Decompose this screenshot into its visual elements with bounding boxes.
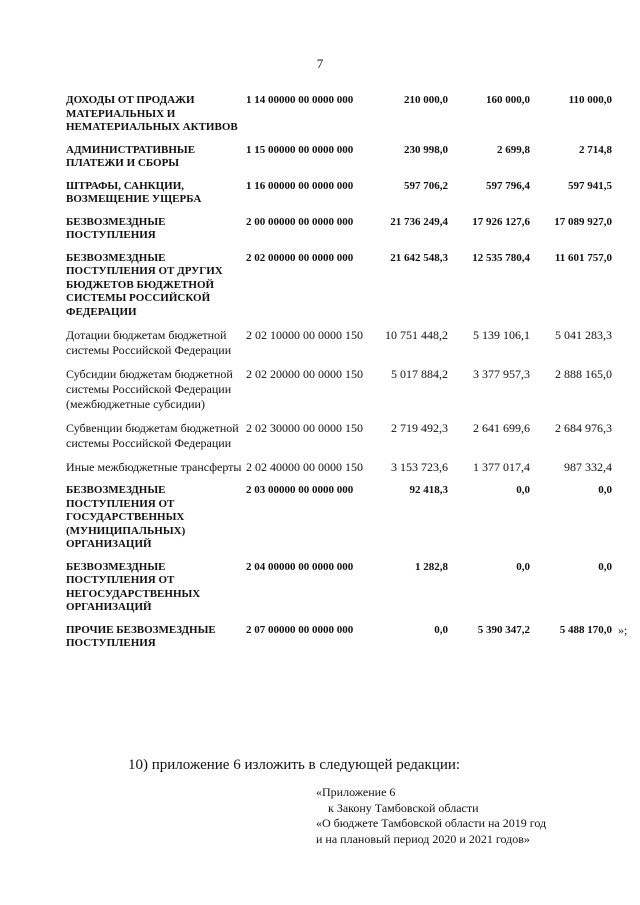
row-value-2020: 5 390 347,2 (477, 623, 530, 636)
row-code: 1 16 00000 00 0000 000 (246, 179, 354, 192)
table-row (66, 624, 612, 660)
row-value-2019: 2 719 492,3 (391, 421, 448, 435)
row-value-2021: 0,0 (598, 484, 612, 496)
row-value-2021: 5 041 283,3 (555, 328, 612, 342)
table-row (66, 252, 612, 329)
row-name: БЕЗВОЗМЕЗДНЫЕ ПОСТУПЛЕНИЯ ОТ ГОСУДАРСТВЕННЫХ (МУНИЦИПАЛЬНЫХ) ОРГАНИЗАЦИЙ (66, 484, 186, 550)
row-value-2020: 0,0 (516, 560, 530, 573)
row-value-2021: 987 332,4 (564, 460, 612, 474)
row-code: 2 02 40000 00 0000 150 (246, 460, 363, 474)
row-value-2021: 597 941,5 (568, 179, 612, 192)
row-value-2021: 11 601 757,0 (554, 251, 612, 264)
appendix-line-4: и на плановый период 2020 и 2021 годов» (316, 831, 530, 846)
revenue-table (66, 94, 628, 660)
row-name: Субсидии бюджетам бюджетной системы Российской Федерации (межбюджетные субсидии) (66, 367, 233, 411)
row-value-2020: 2 699,8 (497, 143, 530, 156)
row-code: 1 15 00000 00 0000 000 (246, 143, 354, 156)
row-value-2019: 10 751 448,2 (385, 328, 448, 342)
row-value-2020: 597 796,4 (486, 179, 530, 192)
row-name: Субвенции бюджетам бюджетной системы Российской Федерации (66, 421, 239, 450)
row-value-2020: 17 926 127,6 (472, 215, 530, 228)
row-name: ДОХОДЫ ОТ ПРОДАЖИ МАТЕРИАЛЬНЫХ И НЕМАТЕРИАЛЬНЫХ АКТИВОВ (66, 94, 238, 133)
table-row (66, 180, 612, 216)
row-value-2021: 2 714,8 (579, 143, 612, 156)
closing-quote-mark: »; (618, 622, 628, 637)
table-row (66, 216, 612, 252)
appendix-heading (316, 785, 546, 847)
row-value-2020: 3 377 957,3 (473, 367, 530, 381)
row-value-2019: 92 418,3 (409, 484, 448, 496)
item-10-paragraph: 10) приложение 6 изложить в следующей редакции: (128, 757, 461, 773)
row-name: БЕЗВОЗМЕЗДНЫЕ ПОСТУПЛЕНИЯ (66, 215, 166, 241)
row-value-2021: 5 488 170,0 »; (559, 622, 628, 637)
row-value-2019: 597 706,2 (404, 179, 448, 192)
row-name: ШТРАФЫ, САНКЦИИ, ВОЗМЕЩЕНИЕ УЩЕРБА (66, 179, 202, 205)
row-value-2020: 2 641 699,6 (473, 421, 530, 435)
row-value-2019: 5 017 884,2 (391, 367, 448, 381)
row-name: Иные межбюджетные трансферты (66, 460, 242, 474)
row-value-2020: 5 139 106,1 (473, 328, 530, 342)
row-code: 2 07 00000 00 0000 000 (246, 623, 354, 636)
appendix-line-2: к Закону Тамбовской области (328, 800, 479, 815)
row-value-2021: 110 000,0 (568, 94, 612, 106)
row-code: 2 02 10000 00 0000 150 (246, 328, 363, 342)
row-code: 2 02 00000 00 0000 000 (246, 251, 354, 264)
table-row (66, 484, 612, 561)
appendix-line-1: «Приложение 6 (316, 785, 396, 799)
row-code: 2 03 00000 00 0000 000 (246, 484, 354, 496)
row-name: ПРОЧИЕ БЕЗВОЗМЕЗДНЫЕ ПОСТУПЛЕНИЯ (66, 623, 216, 649)
appendix-line-3: «О бюджете Тамбовской области на 2019 год (316, 816, 547, 830)
row-value-2019: 210 000,0 (404, 94, 448, 106)
row-name: БЕЗВОЗМЕЗДНЫЕ ПОСТУПЛЕНИЯ ОТ НЕГОСУДАРСТВЕННЫХ ОРГАНИЗАЦИЙ (66, 560, 201, 613)
row-name: АДМИНИСТРАТИВНЫЕ ПЛАТЕЖИ И СБОРЫ (66, 143, 196, 169)
revenue-table-body (66, 94, 628, 660)
row-value-2019: 21 736 249,4 (390, 215, 448, 228)
row-value-2021: 2 888 165,0 (555, 367, 612, 381)
row-code: 1 14 00000 00 0000 000 (246, 94, 354, 106)
table-row (66, 94, 612, 144)
page-number: 7 (316, 56, 324, 71)
row-value-2019: 21 642 548,3 (390, 251, 448, 264)
table-row (66, 421, 612, 460)
table-row (66, 144, 612, 180)
row-code: 2 02 30000 00 0000 150 (246, 421, 363, 435)
row-value-2020: 1 377 017,4 (473, 460, 530, 474)
row-name: БЕЗВОЗМЕЗДНЫЕ ПОСТУПЛЕНИЯ ОТ ДРУГИХ БЮДЖЕТОВ БЮДЖЕТНОЙ СИСТЕМЫ РОССИЙСКОЙ ФЕДЕРАЦИИ (66, 251, 223, 318)
row-value-2020: 12 535 780,4 (472, 251, 530, 264)
row-value-2019: 230 998,0 (404, 143, 448, 156)
row-value-2020: 0,0 (516, 484, 530, 496)
table-row (66, 460, 612, 484)
row-value-2021: 2 684 976,3 (555, 421, 612, 435)
row-value-2019: 3 153 723,6 (391, 460, 448, 474)
table-row (66, 561, 612, 624)
row-value-2019: 1 282,8 (415, 560, 448, 573)
row-code: 2 02 20000 00 0000 150 (246, 367, 363, 381)
row-name: Дотации бюджетам бюджетной системы Российской Федерации (66, 328, 232, 357)
table-row (66, 367, 612, 421)
row-value-2021: 0,0 (598, 560, 612, 573)
table-row (66, 328, 612, 367)
row-value-2019: 0,0 (434, 623, 448, 636)
row-code: 2 04 00000 00 0000 000 (246, 560, 354, 573)
row-value-2020: 160 000,0 (486, 94, 530, 106)
row-code: 2 00 00000 00 0000 000 (246, 215, 354, 228)
row-value-2021: 17 089 927,0 (554, 215, 612, 228)
